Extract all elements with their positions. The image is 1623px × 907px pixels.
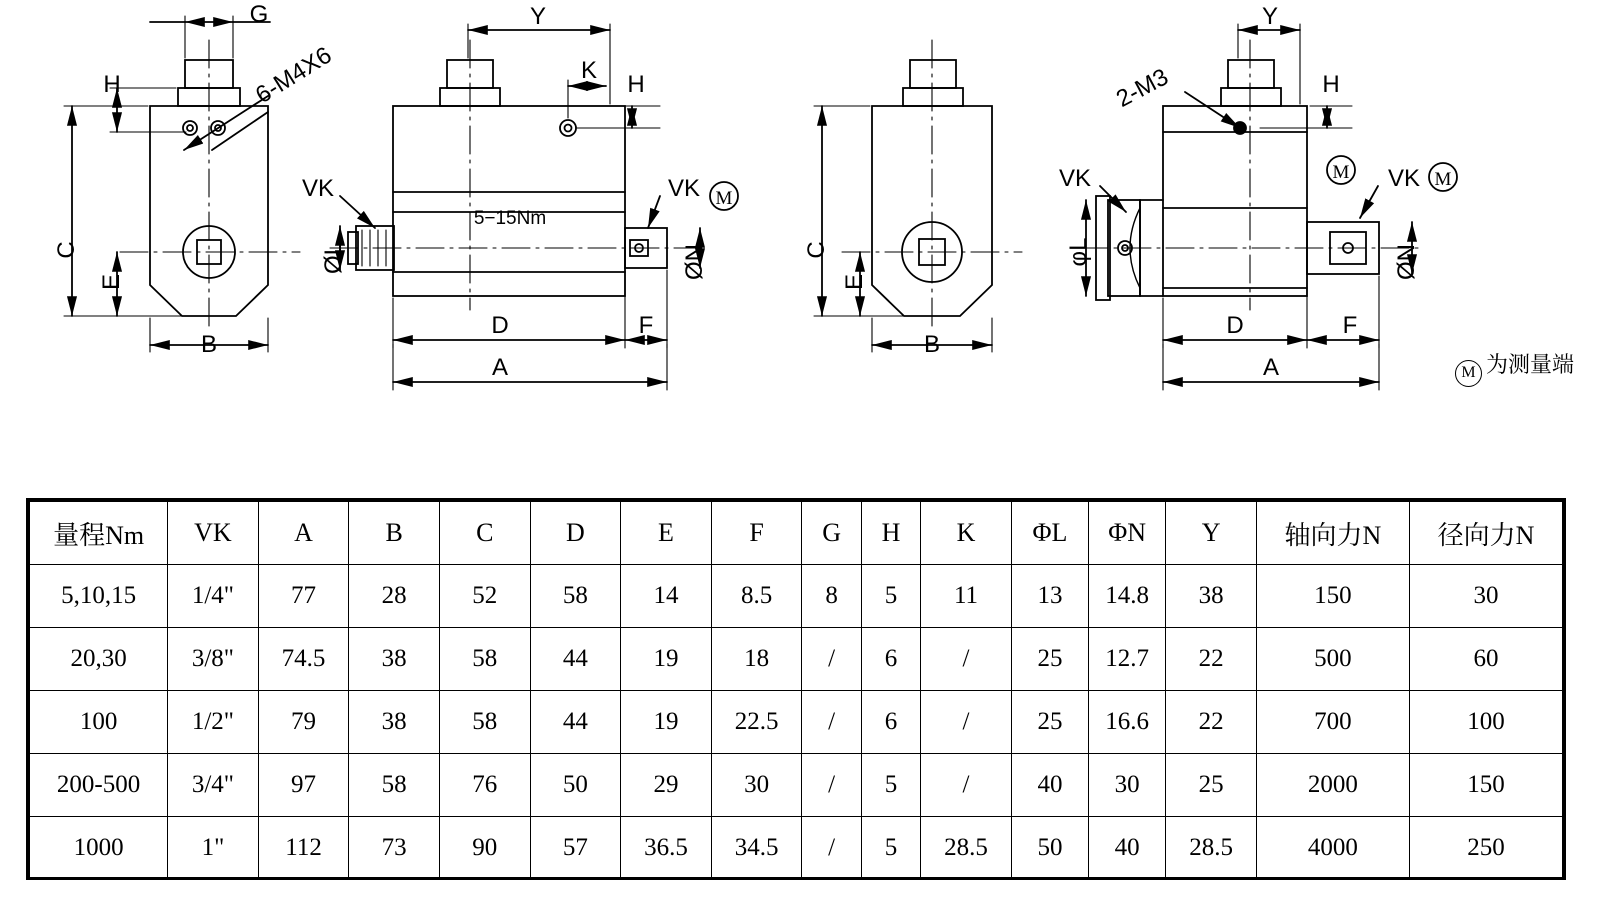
label-vk-3: VK bbox=[1058, 165, 1092, 192]
cell-f: 30 bbox=[711, 754, 802, 817]
col-header-c: C bbox=[439, 502, 530, 565]
cell-e: 29 bbox=[621, 754, 712, 817]
label-vk-2: VK bbox=[667, 175, 701, 202]
col-header-y: Y bbox=[1166, 502, 1257, 565]
cell-vk: 1/4" bbox=[168, 565, 259, 628]
label-e-left: E bbox=[98, 273, 125, 291]
cell-k: / bbox=[921, 754, 1012, 817]
cell-phi-l: 13 bbox=[1011, 565, 1088, 628]
cell-k: / bbox=[921, 691, 1012, 754]
cell-b: 28 bbox=[349, 565, 440, 628]
cell-phi-n: 30 bbox=[1089, 754, 1166, 817]
cell-vk: 3/8" bbox=[168, 628, 259, 691]
cell-c: 52 bbox=[439, 565, 530, 628]
col-header-f: F bbox=[711, 502, 802, 565]
col-header-range: 量程Nm bbox=[30, 502, 168, 565]
cell-radial-force: 60 bbox=[1409, 628, 1562, 691]
col-header-d: D bbox=[530, 502, 621, 565]
label-vk-1: VK bbox=[301, 175, 335, 202]
spec-table bbox=[29, 501, 1563, 880]
cell-phi-l: 40 bbox=[1011, 754, 1088, 817]
cell-phi-n: 12.7 bbox=[1089, 628, 1166, 691]
cell-a: 79 bbox=[258, 691, 349, 754]
cell-radial-force: 250 bbox=[1409, 817, 1562, 880]
label-f-left: F bbox=[638, 312, 654, 339]
cell-h: 5 bbox=[861, 565, 920, 628]
m-symbol-2: M bbox=[1332, 162, 1350, 183]
label-k: K bbox=[580, 57, 598, 84]
cell-e: 14 bbox=[621, 565, 712, 628]
cell-c: 58 bbox=[439, 628, 530, 691]
col-header-a: A bbox=[258, 502, 349, 565]
col-header-g: G bbox=[802, 502, 861, 565]
cell-range: 20,30 bbox=[30, 628, 168, 691]
cell-range: 1000 bbox=[30, 817, 168, 880]
cell-b: 38 bbox=[349, 628, 440, 691]
label-y-left: Y bbox=[529, 3, 547, 30]
cell-g: 8 bbox=[802, 565, 861, 628]
cell-y: 22 bbox=[1166, 628, 1257, 691]
label-y-right: Y bbox=[1261, 3, 1279, 30]
label-6-m4x6: 6-M4X6 bbox=[250, 41, 337, 110]
cell-d: 44 bbox=[530, 691, 621, 754]
col-header-b: B bbox=[349, 502, 440, 565]
cell-axial-force: 2000 bbox=[1256, 754, 1409, 817]
cell-y: 25 bbox=[1166, 754, 1257, 817]
cell-range: 5,10,15 bbox=[30, 565, 168, 628]
col-header-e: E bbox=[621, 502, 712, 565]
cell-axial-force: 700 bbox=[1256, 691, 1409, 754]
cell-g: / bbox=[802, 691, 861, 754]
cell-vk: 1/2" bbox=[168, 691, 259, 754]
label-phi-n-1: ØN bbox=[681, 244, 708, 280]
label-range-mark: 5−15Nm bbox=[473, 208, 547, 229]
cell-radial-force: 150 bbox=[1409, 754, 1562, 817]
cell-radial-force: 100 bbox=[1409, 691, 1562, 754]
cell-b: 38 bbox=[349, 691, 440, 754]
specification-table bbox=[26, 498, 1566, 880]
table-row bbox=[30, 817, 1563, 880]
table-row bbox=[30, 565, 1563, 628]
cell-c: 58 bbox=[439, 691, 530, 754]
cell-phi-n: 40 bbox=[1089, 817, 1166, 880]
cell-g: / bbox=[802, 754, 861, 817]
cell-phi-l: 25 bbox=[1011, 691, 1088, 754]
label-phi-l-1: ØL bbox=[320, 241, 347, 275]
label-d-left: D bbox=[491, 312, 509, 339]
cell-a: 74.5 bbox=[258, 628, 349, 691]
table-row bbox=[30, 754, 1563, 817]
cell-g: / bbox=[802, 817, 861, 880]
cell-e: 36.5 bbox=[621, 817, 712, 880]
col-header-h: H bbox=[861, 502, 920, 565]
label-phi-l-2: φL bbox=[1065, 237, 1092, 267]
label-d-right: D bbox=[1226, 312, 1244, 339]
label-b-left: B bbox=[200, 331, 218, 358]
label-c-right: C bbox=[803, 241, 830, 259]
cell-c: 90 bbox=[439, 817, 530, 880]
col-header-vk: VK bbox=[168, 502, 259, 565]
col-header-axial-force: 轴向力N bbox=[1256, 502, 1409, 565]
cell-b: 73 bbox=[349, 817, 440, 880]
col-header-phi-l: ΦL bbox=[1011, 502, 1088, 565]
cell-phi-l: 50 bbox=[1011, 817, 1088, 880]
label-g: G bbox=[249, 1, 269, 28]
cell-phi-n: 14.8 bbox=[1089, 565, 1166, 628]
cell-b: 58 bbox=[349, 754, 440, 817]
label-2-m3: 2-M3 bbox=[1111, 63, 1173, 113]
m-symbol-3: M bbox=[1434, 169, 1452, 190]
label-b-right: B bbox=[923, 331, 941, 358]
label-a-left: A bbox=[491, 354, 509, 381]
cell-k: 28.5 bbox=[921, 817, 1012, 880]
cell-vk: 3/4" bbox=[168, 754, 259, 817]
col-header-phi-n: ΦN bbox=[1089, 502, 1166, 565]
measurement-note bbox=[1455, 348, 1574, 387]
label-e-right: E bbox=[841, 273, 868, 291]
cell-y: 22 bbox=[1166, 691, 1257, 754]
cell-a: 97 bbox=[258, 754, 349, 817]
label-a-right: A bbox=[1262, 354, 1280, 381]
label-c-left: C bbox=[53, 241, 80, 259]
cell-f: 8.5 bbox=[711, 565, 802, 628]
label-phi-n-2: ØN bbox=[1393, 244, 1420, 280]
cell-h: 6 bbox=[861, 691, 920, 754]
cell-range: 100 bbox=[30, 691, 168, 754]
col-header-k: K bbox=[921, 502, 1012, 565]
cell-d: 44 bbox=[530, 628, 621, 691]
label-f-right: F bbox=[1342, 312, 1358, 339]
cell-e: 19 bbox=[621, 628, 712, 691]
table-header-row bbox=[30, 502, 1563, 565]
cell-phi-n: 16.6 bbox=[1089, 691, 1166, 754]
col-header-radial-force: 径向力N bbox=[1409, 502, 1562, 565]
cell-h: 5 bbox=[861, 754, 920, 817]
cell-y: 28.5 bbox=[1166, 817, 1257, 880]
cell-k: / bbox=[921, 628, 1012, 691]
cell-vk: 1" bbox=[168, 817, 259, 880]
cell-k: 11 bbox=[921, 565, 1012, 628]
table-row bbox=[30, 628, 1563, 691]
label-h-left: H bbox=[103, 71, 121, 98]
label-vk-4: VK bbox=[1387, 165, 1421, 192]
cell-h: 6 bbox=[861, 628, 920, 691]
cell-d: 58 bbox=[530, 565, 621, 628]
m-circle-icon: M bbox=[1455, 360, 1482, 387]
cell-d: 50 bbox=[530, 754, 621, 817]
cell-axial-force: 4000 bbox=[1256, 817, 1409, 880]
cell-radial-force: 30 bbox=[1409, 565, 1562, 628]
cell-range: 200-500 bbox=[30, 754, 168, 817]
cell-f: 22.5 bbox=[711, 691, 802, 754]
cell-axial-force: 150 bbox=[1256, 565, 1409, 628]
m-symbol-1: M bbox=[715, 188, 733, 209]
label-h-side-right: H bbox=[1322, 71, 1340, 98]
label-h-side-left: H bbox=[627, 71, 645, 98]
measurement-note-text: 为测量端 bbox=[1486, 352, 1575, 377]
table-row bbox=[30, 691, 1563, 754]
cell-c: 76 bbox=[439, 754, 530, 817]
cell-a: 112 bbox=[258, 817, 349, 880]
cell-f: 34.5 bbox=[711, 817, 802, 880]
cell-phi-l: 25 bbox=[1011, 628, 1088, 691]
cell-g: / bbox=[802, 628, 861, 691]
cell-f: 18 bbox=[711, 628, 802, 691]
cell-a: 77 bbox=[258, 565, 349, 628]
cell-axial-force: 500 bbox=[1256, 628, 1409, 691]
cell-y: 38 bbox=[1166, 565, 1257, 628]
cell-h: 5 bbox=[861, 817, 920, 880]
cell-e: 19 bbox=[621, 691, 712, 754]
cell-d: 57 bbox=[530, 817, 621, 880]
